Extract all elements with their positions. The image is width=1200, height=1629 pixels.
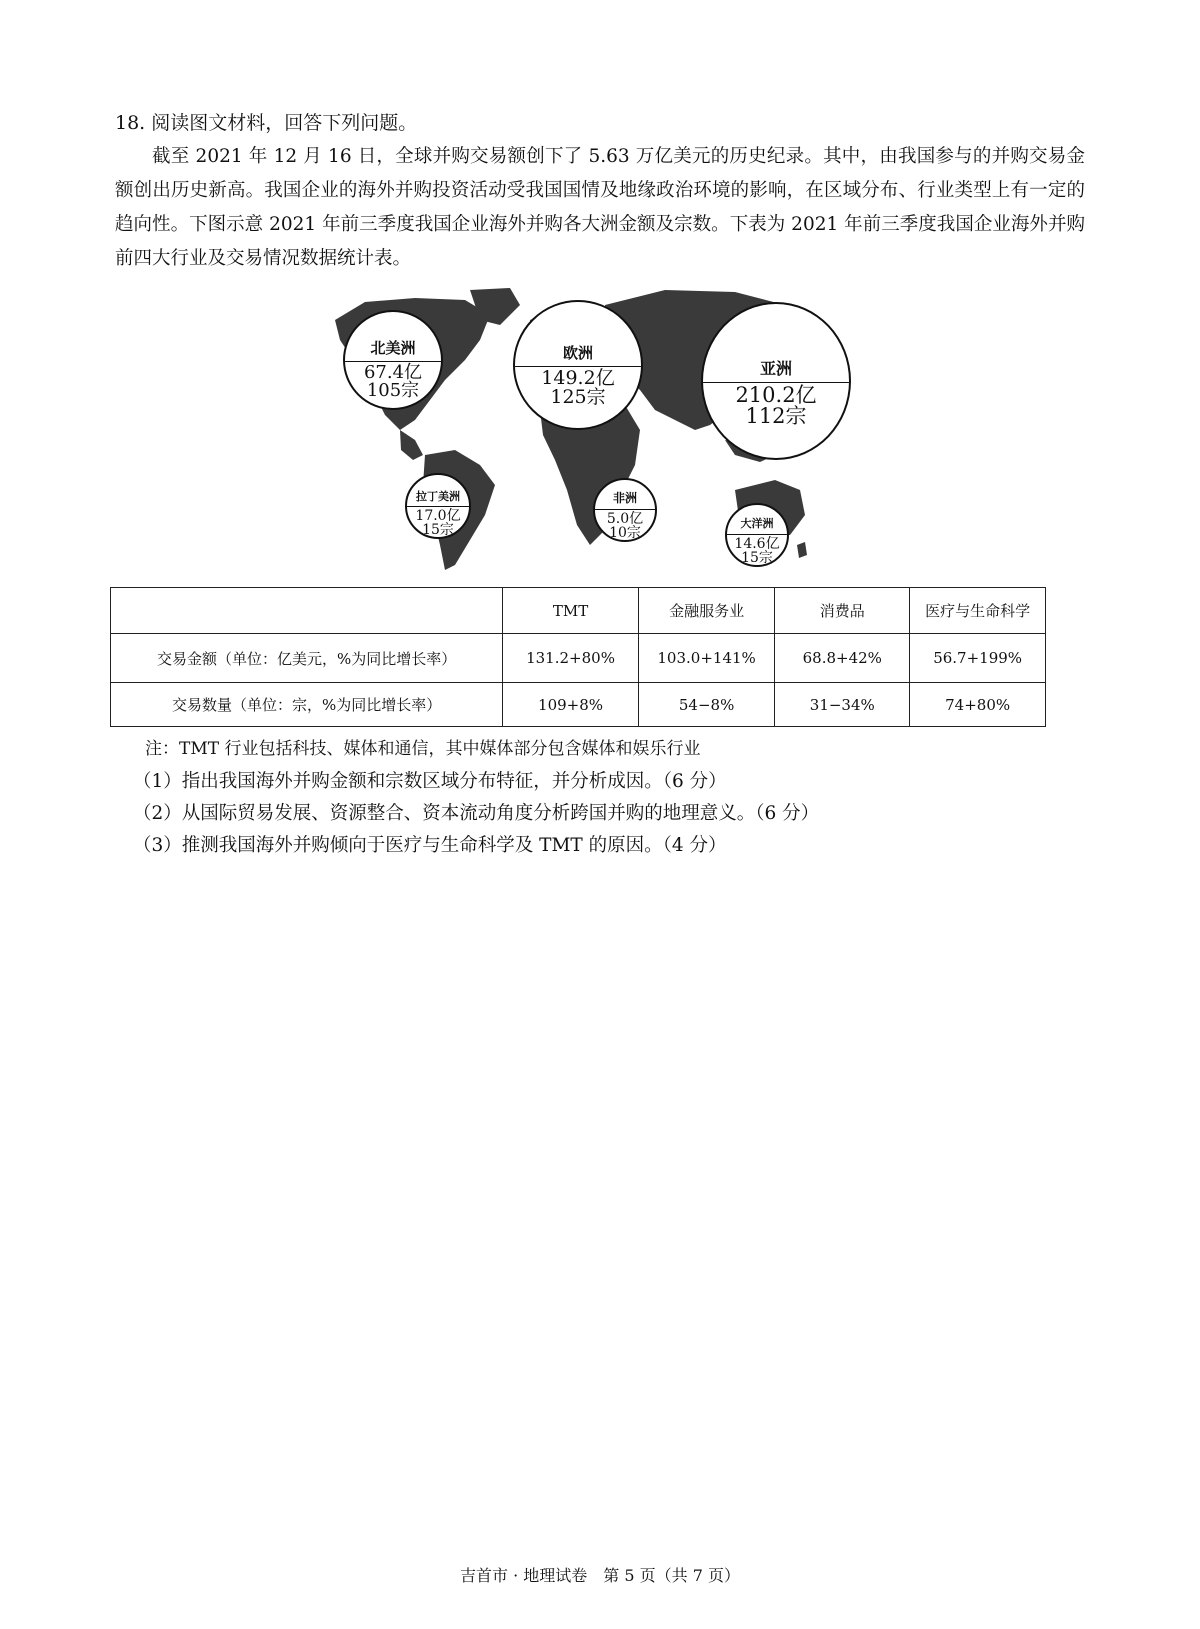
row-label: 交易数量（单位：宗，%为同比增长率） bbox=[111, 683, 503, 727]
sub-question-2: （2）从国际贸易发展、资源整合、资本流动角度分析跨国并购的地理意义。（6 分） bbox=[133, 803, 820, 824]
asia-bubble bbox=[701, 302, 851, 460]
latin-america-deals: 15宗 bbox=[422, 521, 454, 538]
europe-amount: 149.2亿 bbox=[541, 366, 615, 389]
page-footer: 吉首市 · 地理试卷 第 5 页（共 7 页） bbox=[460, 1566, 740, 1585]
table-header-cell bbox=[111, 588, 503, 634]
oceania-deals: 15宗 bbox=[741, 550, 773, 566]
europe-bubble bbox=[513, 300, 643, 430]
question-paragraph: 截至 2021 年 12 月 16 日，全球并购交易额创下了 5.63 万亿美元的历史纪录。其中，由我国参与的并购交易金额创出历史新高。我国企业的海外并购投资活动受我国国情及地缘政治环境的影响，在区域分布、行业类型上有一定的趋向性。下图示意 2021 年前三季度我国企业海外并购各大洲金额及宗数。下表为 2021 年前三季度我国企业海外并购前四大行业及交易情况数据统计表。 bbox=[115, 146, 1085, 269]
asia-amount: 210.2亿 bbox=[735, 382, 817, 407]
table-header-row bbox=[111, 588, 1046, 634]
africa-bubble bbox=[593, 478, 657, 542]
table-cell: 103.0+141% bbox=[638, 634, 774, 683]
latin-america-bubble bbox=[405, 473, 471, 539]
question-title: 18. 阅读图文材料，回答下列问题。 bbox=[115, 112, 418, 134]
oceania-bubble bbox=[725, 503, 789, 567]
sub-question-3: （3）推测我国海外并购倾向于医疗与生命科学及 TMT 的原因。（4 分） bbox=[133, 835, 727, 856]
oceania-label: 大洋洲 bbox=[727, 505, 787, 535]
table-row bbox=[111, 683, 1046, 727]
latin-america-label: 拉丁美洲 bbox=[407, 475, 469, 507]
table-cell: 74+80% bbox=[910, 683, 1046, 727]
table-cell: 56.7+199% bbox=[910, 634, 1046, 683]
sub-question-1: （1）指出我国海外并购金额和宗数区域分布特征，并分析成因。（6 分） bbox=[133, 771, 727, 792]
table-cell: 131.2+80% bbox=[503, 634, 639, 683]
table-header-cell: 消费品 bbox=[775, 588, 910, 634]
europe-deals: 125宗 bbox=[550, 385, 606, 408]
table-cell: 54−8% bbox=[638, 683, 774, 727]
north-america-amount: 67.4亿 bbox=[363, 361, 423, 383]
africa-amount: 5.0亿 bbox=[606, 511, 644, 527]
north-america-deals: 105宗 bbox=[366, 379, 420, 401]
row-label: 交易金额（单位：亿美元，%为同比增长率） bbox=[111, 634, 503, 683]
latin-america-amount: 17.0亿 bbox=[415, 507, 461, 524]
north-america-label: 北美洲 bbox=[345, 312, 441, 362]
table-cell: 31−34% bbox=[775, 683, 910, 727]
table-header-cell: TMT bbox=[503, 588, 639, 634]
north-america-bubble bbox=[343, 310, 443, 410]
africa-deals: 10宗 bbox=[609, 525, 641, 541]
table-note: 注：TMT 行业包括科技、媒体和通信，其中媒体部分包含媒体和娱乐行业 bbox=[145, 739, 701, 759]
table-row bbox=[111, 634, 1046, 683]
industry-table bbox=[110, 587, 1046, 727]
asia-deals: 112宗 bbox=[745, 403, 807, 428]
world-map-figure bbox=[305, 280, 815, 580]
table-cell: 109+8% bbox=[503, 683, 639, 727]
europe-label: 欧洲 bbox=[515, 302, 641, 367]
asia-label: 亚洲 bbox=[703, 304, 849, 383]
table-header-cell: 金融服务业 bbox=[638, 588, 774, 634]
table-cell: 68.8+42% bbox=[775, 634, 910, 683]
table-header-cell: 医疗与生命科学 bbox=[910, 588, 1046, 634]
africa-label: 非洲 bbox=[595, 480, 655, 510]
oceania-amount: 14.6亿 bbox=[734, 536, 780, 552]
